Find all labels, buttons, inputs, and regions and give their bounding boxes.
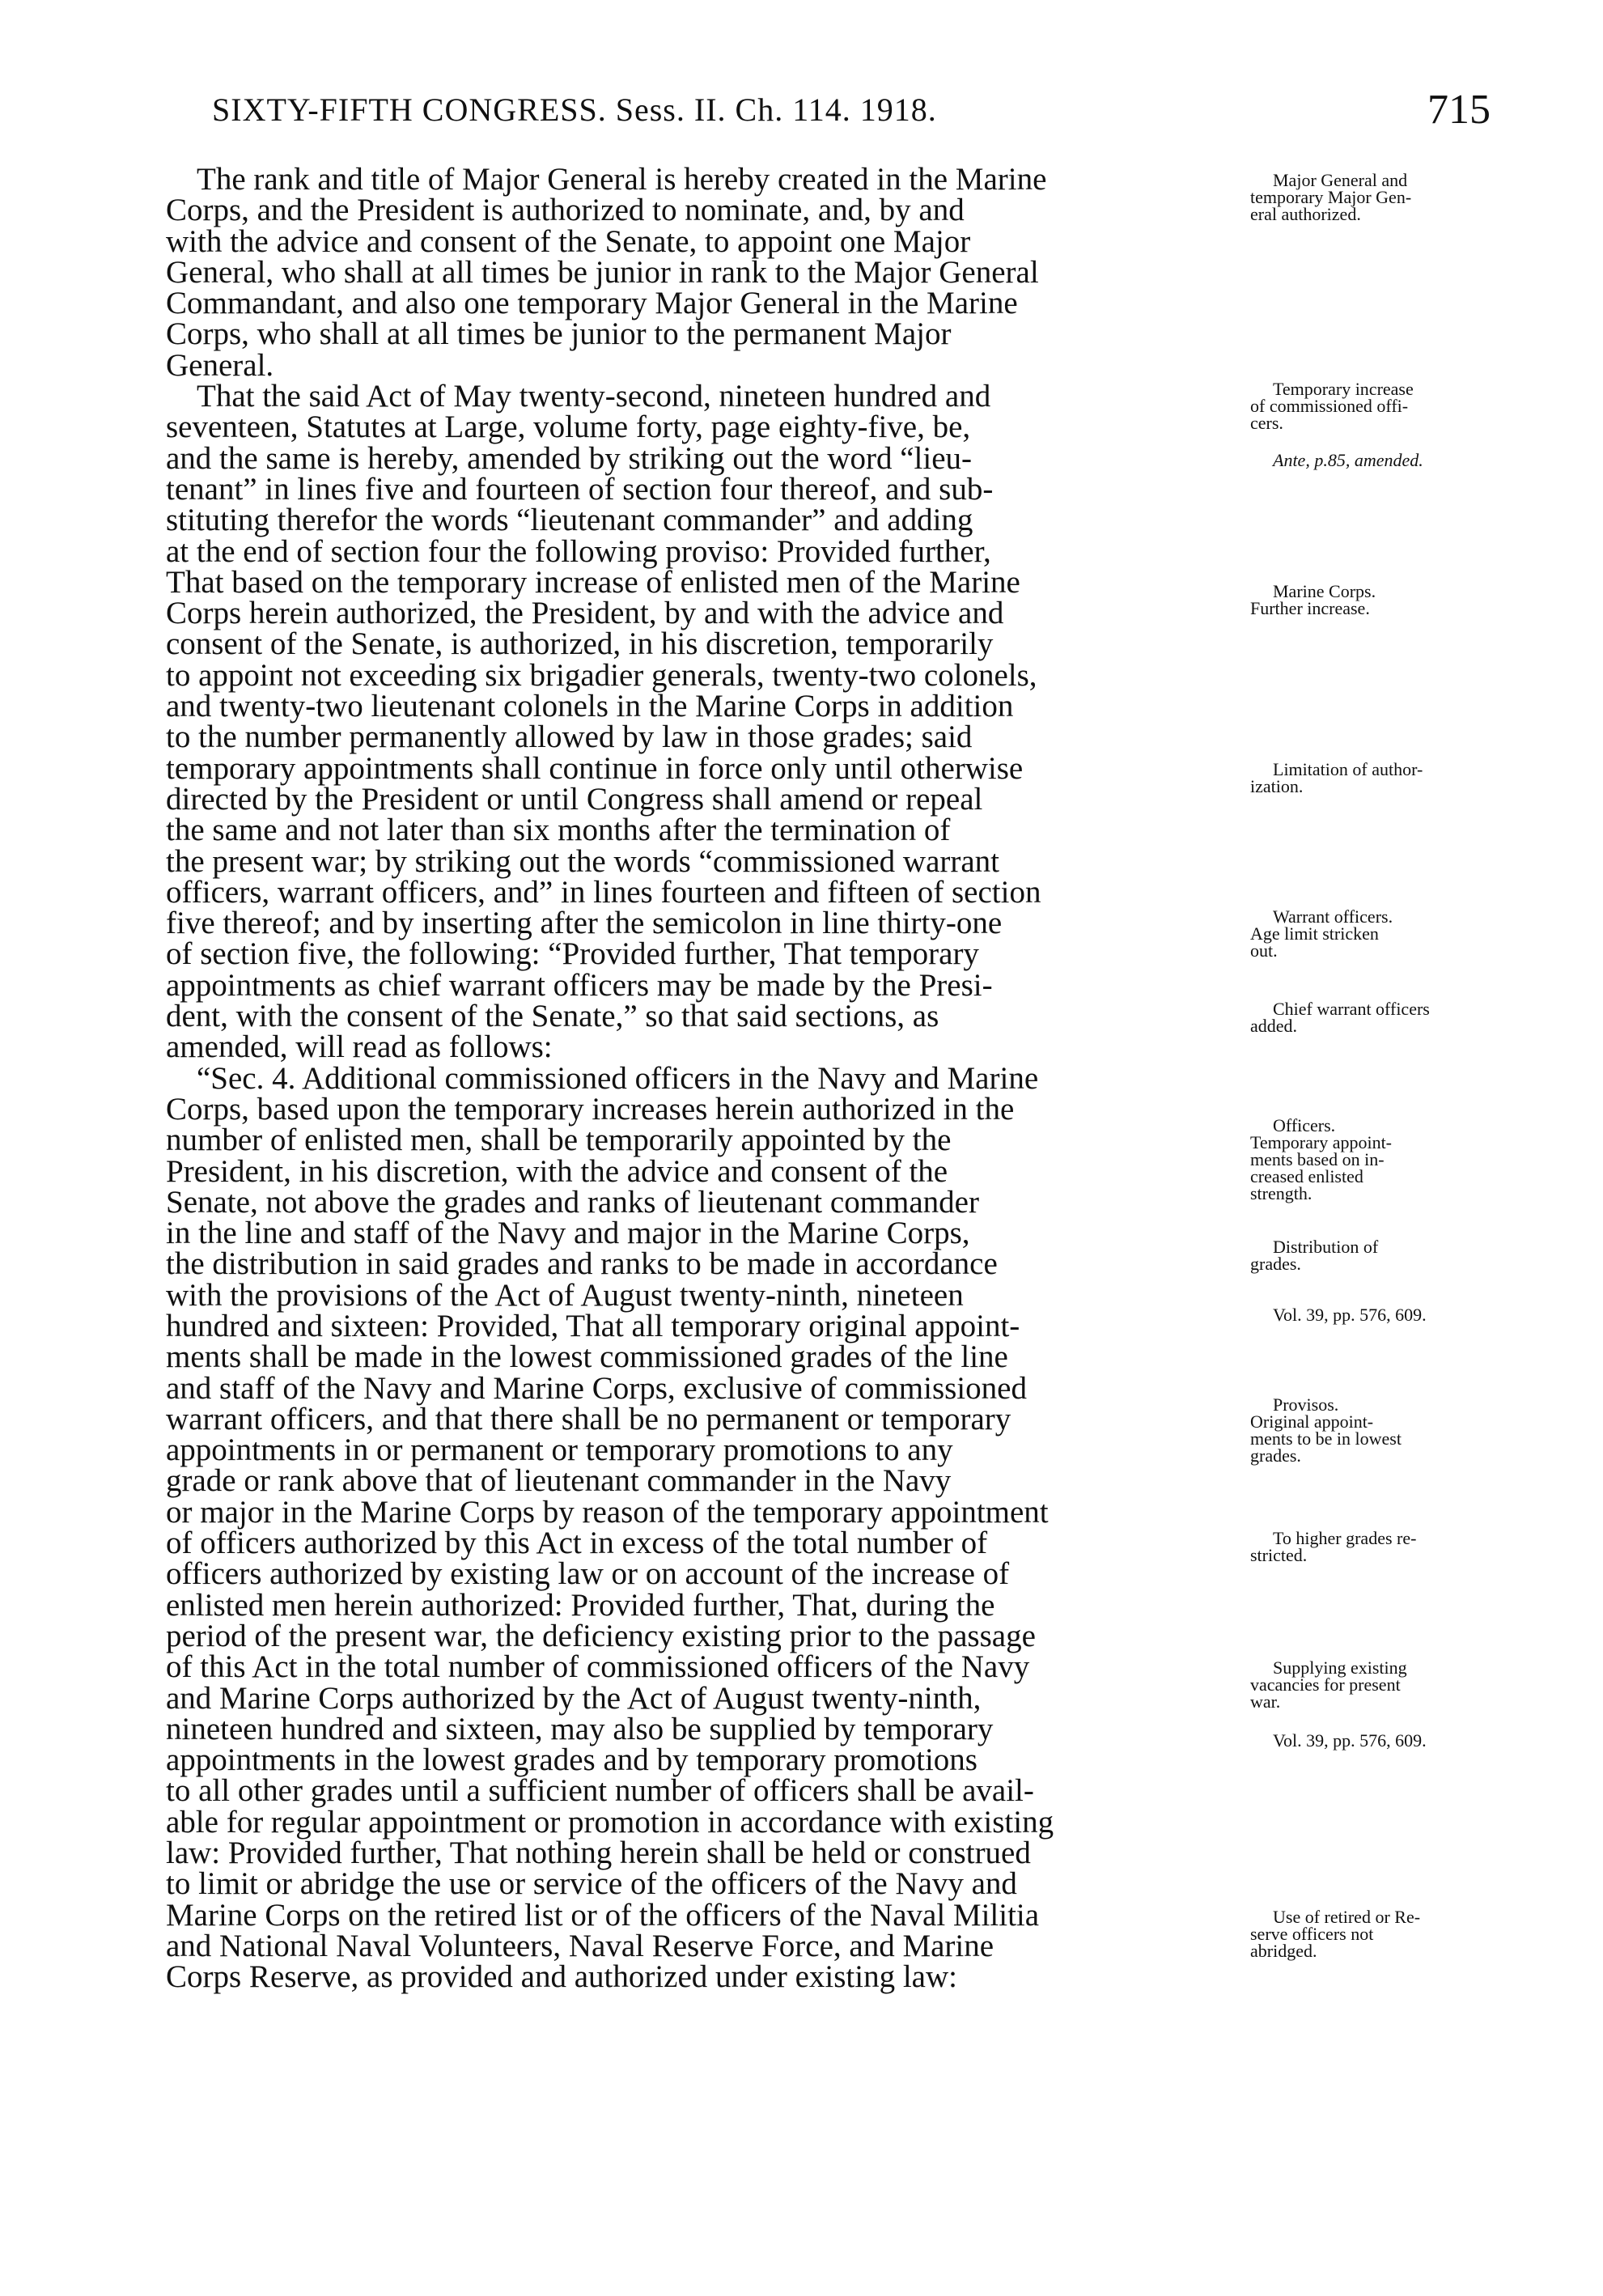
margin-note <box>1250 172 1493 223</box>
text-line: the same and not later than six months after the termination of <box>166 813 951 848</box>
margin-note <box>1250 380 1493 431</box>
margin-note-line: temporary Major Gen- <box>1250 187 1412 207</box>
text-line: “Sec. 4. Additional commissioned officers in the Navy and Marine <box>197 1060 1039 1096</box>
margin-note-line: stricted. <box>1250 1545 1308 1565</box>
text-line: the distribution in said grades and ranks to be made in accordance <box>166 1246 998 1282</box>
margin-note-line: out. <box>1250 940 1278 961</box>
text-line: period of the present war, the deficiency existing prior to the passage <box>166 1618 1036 1653</box>
text-line: officers, warrant officers, and” in lines fourteen and fifteen of section <box>166 874 1041 910</box>
text-line: with the advice and consent of the Senate, to appoint one Major <box>166 223 971 259</box>
margin-note-line: Officers. <box>1273 1115 1336 1135</box>
text-line: Corps Reserve, as provided and authorized under existing law: <box>166 1959 957 1995</box>
text-line: Corps, who shall at all times be junior to the permanent Major <box>166 316 952 352</box>
text-line: warrant officers, and that there shall be no permanent or temporary <box>166 1401 1011 1437</box>
margin-note-line: Further increase. <box>1250 598 1370 618</box>
text-line: the present war; by striking out the words “commissioned warrant <box>166 843 1000 879</box>
margin-note <box>1250 1396 1493 1464</box>
text-line: That based on the temporary increase of enlisted men of the Marine <box>166 564 1020 600</box>
text-line: of officers authorized by this Act in excess of the total number of <box>166 1526 988 1561</box>
text-line: and the same is hereby, amended by striking out the word “lieu- <box>166 440 973 476</box>
text-line: amended, will read as follows: <box>166 1029 553 1065</box>
text-line: Senate, not above the grades and ranks of lieutenant commander <box>166 1184 979 1220</box>
margin-note <box>1250 1659 1493 1710</box>
margin-note-line: Temporary appoint- <box>1250 1132 1393 1152</box>
text-line: to limit or abridge the use or service of the officers of the Navy and <box>166 1866 1017 1902</box>
running-title: SIXTY-FIFTH CONGRESS. Sess. II. Ch. 114. 1918. <box>212 91 937 128</box>
text-line: of section five, the following: “Provided further, That temporary <box>166 936 979 972</box>
text-line: Corps herein authorized, the President, by and with the advice and <box>166 596 1004 631</box>
text-line: President, in his discretion, with the advice and consent of the <box>166 1153 948 1189</box>
text-line: Corps, based upon the temporary increases herein authorized in the <box>166 1091 1015 1127</box>
text-line: consent of the Senate, is authorized, in his discretion, temporarily <box>166 626 994 662</box>
paragraph-major-general <box>166 164 1240 381</box>
margin-note-line: ments to be in lowest <box>1250 1428 1402 1449</box>
text-line: That the said Act of May twenty-second, nineteen hundred and <box>197 379 991 414</box>
text-line: and staff of the Navy and Marine Corps, exclusive of commissioned <box>166 1370 1027 1406</box>
margin-note-line: Temporary increase <box>1273 379 1414 399</box>
margin-note-line: ments based on in- <box>1250 1149 1385 1169</box>
margin-note-line: strength. <box>1250 1183 1313 1203</box>
page-number: 715 <box>1427 87 1491 133</box>
margin-note-line: Vol. 39, pp. 576, 609. <box>1273 1730 1427 1751</box>
margin-note-line: Warrant officers. <box>1273 906 1393 927</box>
margin-note <box>1250 1306 1493 1323</box>
margin-note-line: vacancies for present <box>1250 1674 1401 1695</box>
margin-note-line: cers. <box>1250 413 1283 433</box>
margin-note <box>1250 908 1493 959</box>
text-line: hundred and sixteen: Provided, That all temporary original appoint- <box>166 1308 1020 1343</box>
text-line: appointments as chief warrant officers may be made by the Presi- <box>166 967 993 1003</box>
text-line: in the line and staff of the Navy and major in the Marine Corps, <box>166 1216 970 1251</box>
margin-note <box>1250 1732 1493 1749</box>
text-line: stituting therefor the words “lieutenant commander” and adding <box>166 503 973 538</box>
text-line: with the provisions of the Act of August twenty-ninth, nineteen <box>166 1277 964 1313</box>
text-line: able for regular appointment or promotion in accordance with existing <box>166 1804 1054 1840</box>
margin-note-line: Marine Corps. <box>1273 581 1376 601</box>
text-line: appointments in the lowest grades and by temporary promotions <box>166 1742 977 1778</box>
margin-note <box>1250 761 1493 795</box>
margin-note-line: Supplying existing <box>1273 1657 1407 1678</box>
margin-note-line: added. <box>1250 1016 1298 1036</box>
margin-note-line: Provisos. <box>1273 1394 1339 1415</box>
text-line: or major in the Marine Corps by reason of the temporary appointment <box>166 1494 1049 1530</box>
text-line: grade or rank above that of lieutenant commander in the Navy <box>166 1463 952 1499</box>
margin-note-line: creased enlisted <box>1250 1166 1363 1186</box>
text-line: number of enlisted men, shall be temporarily appointed by the <box>166 1123 952 1158</box>
text-line: temporary appointments shall continue in force only until otherwise <box>166 750 1024 786</box>
text-line: Corps, and the President is authorized to nominate, and, by and <box>166 193 965 228</box>
margin-note <box>1250 1000 1493 1034</box>
text-line: nineteen hundred and sixteen, may also be supplied by temporary <box>166 1711 994 1746</box>
margin-note-line: Vol. 39, pp. 576, 609. <box>1273 1305 1427 1325</box>
text-line: to appoint not exceeding six brigadier generals, twenty-two colonels, <box>166 657 1037 693</box>
margin-note-line: grades. <box>1250 1445 1301 1466</box>
margin-note-line: Distribution of <box>1273 1237 1379 1257</box>
text-line: General, who shall at all times be junior in rank to the Major General <box>166 254 1039 290</box>
margin-note <box>1250 1530 1493 1564</box>
margin-note-line: serve officers not <box>1250 1924 1374 1944</box>
margin-note <box>1250 1117 1493 1202</box>
margin-note-line: Use of retired or Re- <box>1273 1907 1421 1927</box>
margin-note-line: abridged. <box>1250 1941 1317 1961</box>
text-line: and Marine Corps authorized by the Act of August twenty-ninth, <box>166 1680 982 1716</box>
text-line: ments shall be made in the lowest commissioned grades of the line <box>166 1339 1008 1375</box>
text-line: General. <box>166 347 274 383</box>
margin-note-line: To higher grades re- <box>1273 1528 1417 1548</box>
statute-text <box>166 164 1240 1993</box>
margin-note-line: ization. <box>1250 776 1304 796</box>
text-line: officers authorized by existing law or on account of the increase of <box>166 1556 1010 1592</box>
margin-note <box>1250 452 1493 469</box>
text-line: and twenty-two lieutenant colonels in the Marine Corps in addition <box>166 689 1014 724</box>
text-line: Marine Corps on the retired list or of the officers of the Naval Militia <box>166 1897 1040 1933</box>
margin-note-line: Limitation of author- <box>1273 759 1423 779</box>
margin-note-line: Ante, p.85, amended. <box>1273 450 1423 470</box>
margin-note-line: grades. <box>1250 1254 1301 1274</box>
text-line: The rank and title of Major General is hereby created in the Marine <box>197 162 1047 197</box>
margin-note <box>1250 1238 1493 1272</box>
text-line: to all other grades until a sufficient number of officers shall be avail- <box>166 1773 1034 1809</box>
margin-note <box>1250 1908 1493 1959</box>
text-line: dent, with the consent of the Senate,” so that said sections, as <box>166 999 939 1034</box>
text-line: Commandant, and also one temporary Major General in the Marine <box>166 286 1018 321</box>
text-line: at the end of section four the following proviso: Provided further, <box>166 533 991 569</box>
text-line: directed by the President or until Congress shall amend or repeal <box>166 781 983 817</box>
paragraph-section-4 <box>166 1060 1240 1995</box>
margin-note-line: Chief warrant officers <box>1273 999 1430 1019</box>
margin-note-line: eral authorized. <box>1250 204 1361 224</box>
paragraph-act-amendment <box>166 381 1240 1063</box>
margin-note-line: Original appoint- <box>1250 1411 1374 1432</box>
text-line: of this Act in the total number of commissioned officers of the Navy <box>166 1649 1030 1685</box>
text-line: appointments in or permanent or temporary promotions to any <box>166 1432 953 1468</box>
margin-note <box>1250 583 1493 617</box>
text-line: and National Naval Volunteers, Naval Reserve Force, and Marine <box>166 1928 994 1963</box>
text-line: law: Provided further, That nothing herein shall be held or construed <box>166 1836 1031 1871</box>
margin-note-line: Major General and <box>1273 170 1408 190</box>
margin-note-line: war. <box>1250 1691 1281 1712</box>
margin-note-line: Age limit stricken <box>1250 923 1379 944</box>
margin-note-line: of commissioned offi- <box>1250 396 1409 416</box>
text-line: enlisted men herein authorized: Provided further, That, during the <box>166 1587 995 1623</box>
text-line: tenant” in lines five and fourteen of section four thereof, and sub- <box>166 471 994 507</box>
text-line: five thereof; and by inserting after the semicolon in line thirty-one <box>166 906 1003 941</box>
text-line: seventeen, Statutes at Large, volume forty, page eighty-five, be, <box>166 410 971 445</box>
text-line: to the number permanently allowed by law in those grades; said <box>166 719 973 755</box>
page-header <box>212 87 1491 147</box>
